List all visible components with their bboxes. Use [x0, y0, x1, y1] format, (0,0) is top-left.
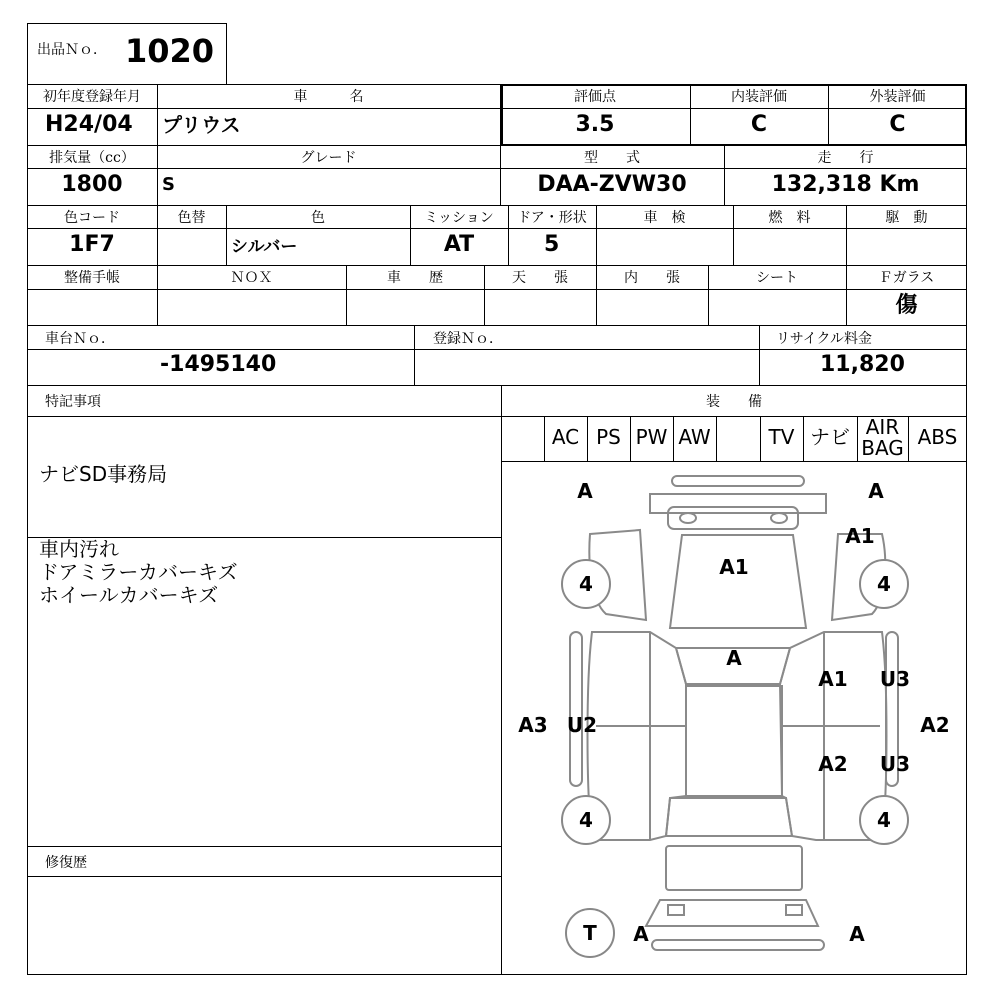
mark-rear-right: A: [849, 922, 865, 946]
mileage-value: 132,318 Km: [771, 172, 920, 197]
chassis-value: -1495140: [160, 352, 277, 377]
interior-label: 内装評価: [731, 89, 787, 105]
mission-value: AT: [443, 232, 475, 257]
color-label: 色: [311, 210, 325, 226]
special-notes-label: 特記事項: [45, 394, 101, 410]
equip-tv: TV: [768, 425, 795, 449]
mark-front-right: A: [868, 479, 884, 503]
glass-label: Ｆガラス: [878, 270, 935, 286]
displacement-label: 排気量（cc）: [49, 150, 135, 166]
tire-front-right: 4: [859, 559, 909, 609]
door-value: 5: [544, 232, 560, 257]
mark-right-front-door-outer: U3: [879, 667, 911, 691]
mark-rear-left: A: [633, 922, 649, 946]
drive-label: 駆 動: [885, 210, 928, 226]
roof-label: 天 張: [512, 270, 568, 286]
car-name-value: プリウス: [162, 113, 241, 137]
grade-value: S: [162, 174, 175, 195]
grade-label: グレード: [300, 150, 357, 166]
mark-right-side: A2: [920, 713, 950, 737]
interior-value: C: [750, 112, 768, 137]
mark-left-side: A3: [518, 713, 548, 737]
color-code-label: 色コード: [64, 210, 120, 226]
color-value: シルバー: [231, 237, 298, 257]
special-notes-text: ナビSD事務局: [39, 462, 168, 486]
mission-label: ミッション: [424, 210, 494, 226]
mark-hood: A1: [719, 555, 749, 579]
spare-tire: T: [565, 908, 615, 958]
lot-label: 出品Ｎｏ．: [37, 42, 107, 58]
exterior-label: 外装評価: [869, 89, 926, 105]
mark-right-rear-door-outer: U3: [879, 752, 911, 776]
mark-front-left: A: [577, 479, 593, 503]
mark-right-fender: A1: [845, 524, 875, 548]
tire-front-left: 4: [561, 559, 611, 609]
exterior-value: C: [889, 112, 906, 137]
equip-airbag: AIR BAG: [861, 415, 904, 460]
lot-number: 1020: [125, 32, 215, 70]
mark-right-front-door: A1: [818, 667, 848, 691]
mark-left-side-inner: U2: [566, 713, 598, 737]
door-label: ドア・形状: [517, 210, 587, 226]
tire-rear-right: 4: [859, 795, 909, 845]
displacement-value: 1800: [61, 172, 123, 197]
equip-abs: ABS: [917, 425, 958, 449]
car-name-label: 車 名: [293, 89, 364, 105]
color-code-value: 1F7: [69, 232, 115, 257]
first-reg-label: 初年度登録年月: [43, 89, 141, 105]
repair-history-label: 修復歴: [45, 855, 87, 871]
mark-roof: A: [726, 646, 742, 670]
model-label: 型 式: [584, 150, 640, 166]
equip-navi: ナビ: [810, 425, 850, 449]
glass-value: 傷: [895, 293, 918, 318]
inner-label: 内 張: [624, 270, 680, 286]
equip-ac: AC: [551, 425, 580, 449]
inspection-label: 車 検: [643, 210, 686, 226]
model-value: DAA-ZVW30: [537, 172, 687, 197]
recolor-label: 色替: [177, 210, 206, 226]
maintenance-label: 整備手帳: [64, 270, 120, 286]
first-reg-value: H24/04: [45, 112, 133, 137]
mileage-label: 走 行: [817, 150, 874, 166]
equip-pw: PW: [635, 425, 668, 449]
remarks-text: 車内汚れ ドアミラーカバーキズ ホイールカバーキズ: [39, 537, 238, 607]
fuel-label: 燃 料: [768, 210, 811, 226]
tire-rear-left: 4: [561, 795, 611, 845]
mark-right-rear-door: A2: [818, 752, 848, 776]
seat-label: シート: [756, 270, 798, 286]
nox-label: ＮＯＸ: [230, 270, 273, 286]
score-label: 評価点: [574, 89, 616, 105]
recycle-value: 11,820: [820, 352, 905, 377]
registration-label: 登録Ｎｏ．: [433, 331, 503, 347]
chassis-label: 車台Ｎｏ．: [45, 331, 115, 347]
history-label: 車 歴: [387, 270, 443, 286]
recycle-label: リサイクル料金: [776, 331, 873, 347]
score-value: 3.5: [575, 112, 615, 137]
equip-aw: AW: [678, 425, 711, 449]
equip-ps: PS: [596, 425, 621, 449]
equipment-label: 装 備: [706, 394, 762, 410]
